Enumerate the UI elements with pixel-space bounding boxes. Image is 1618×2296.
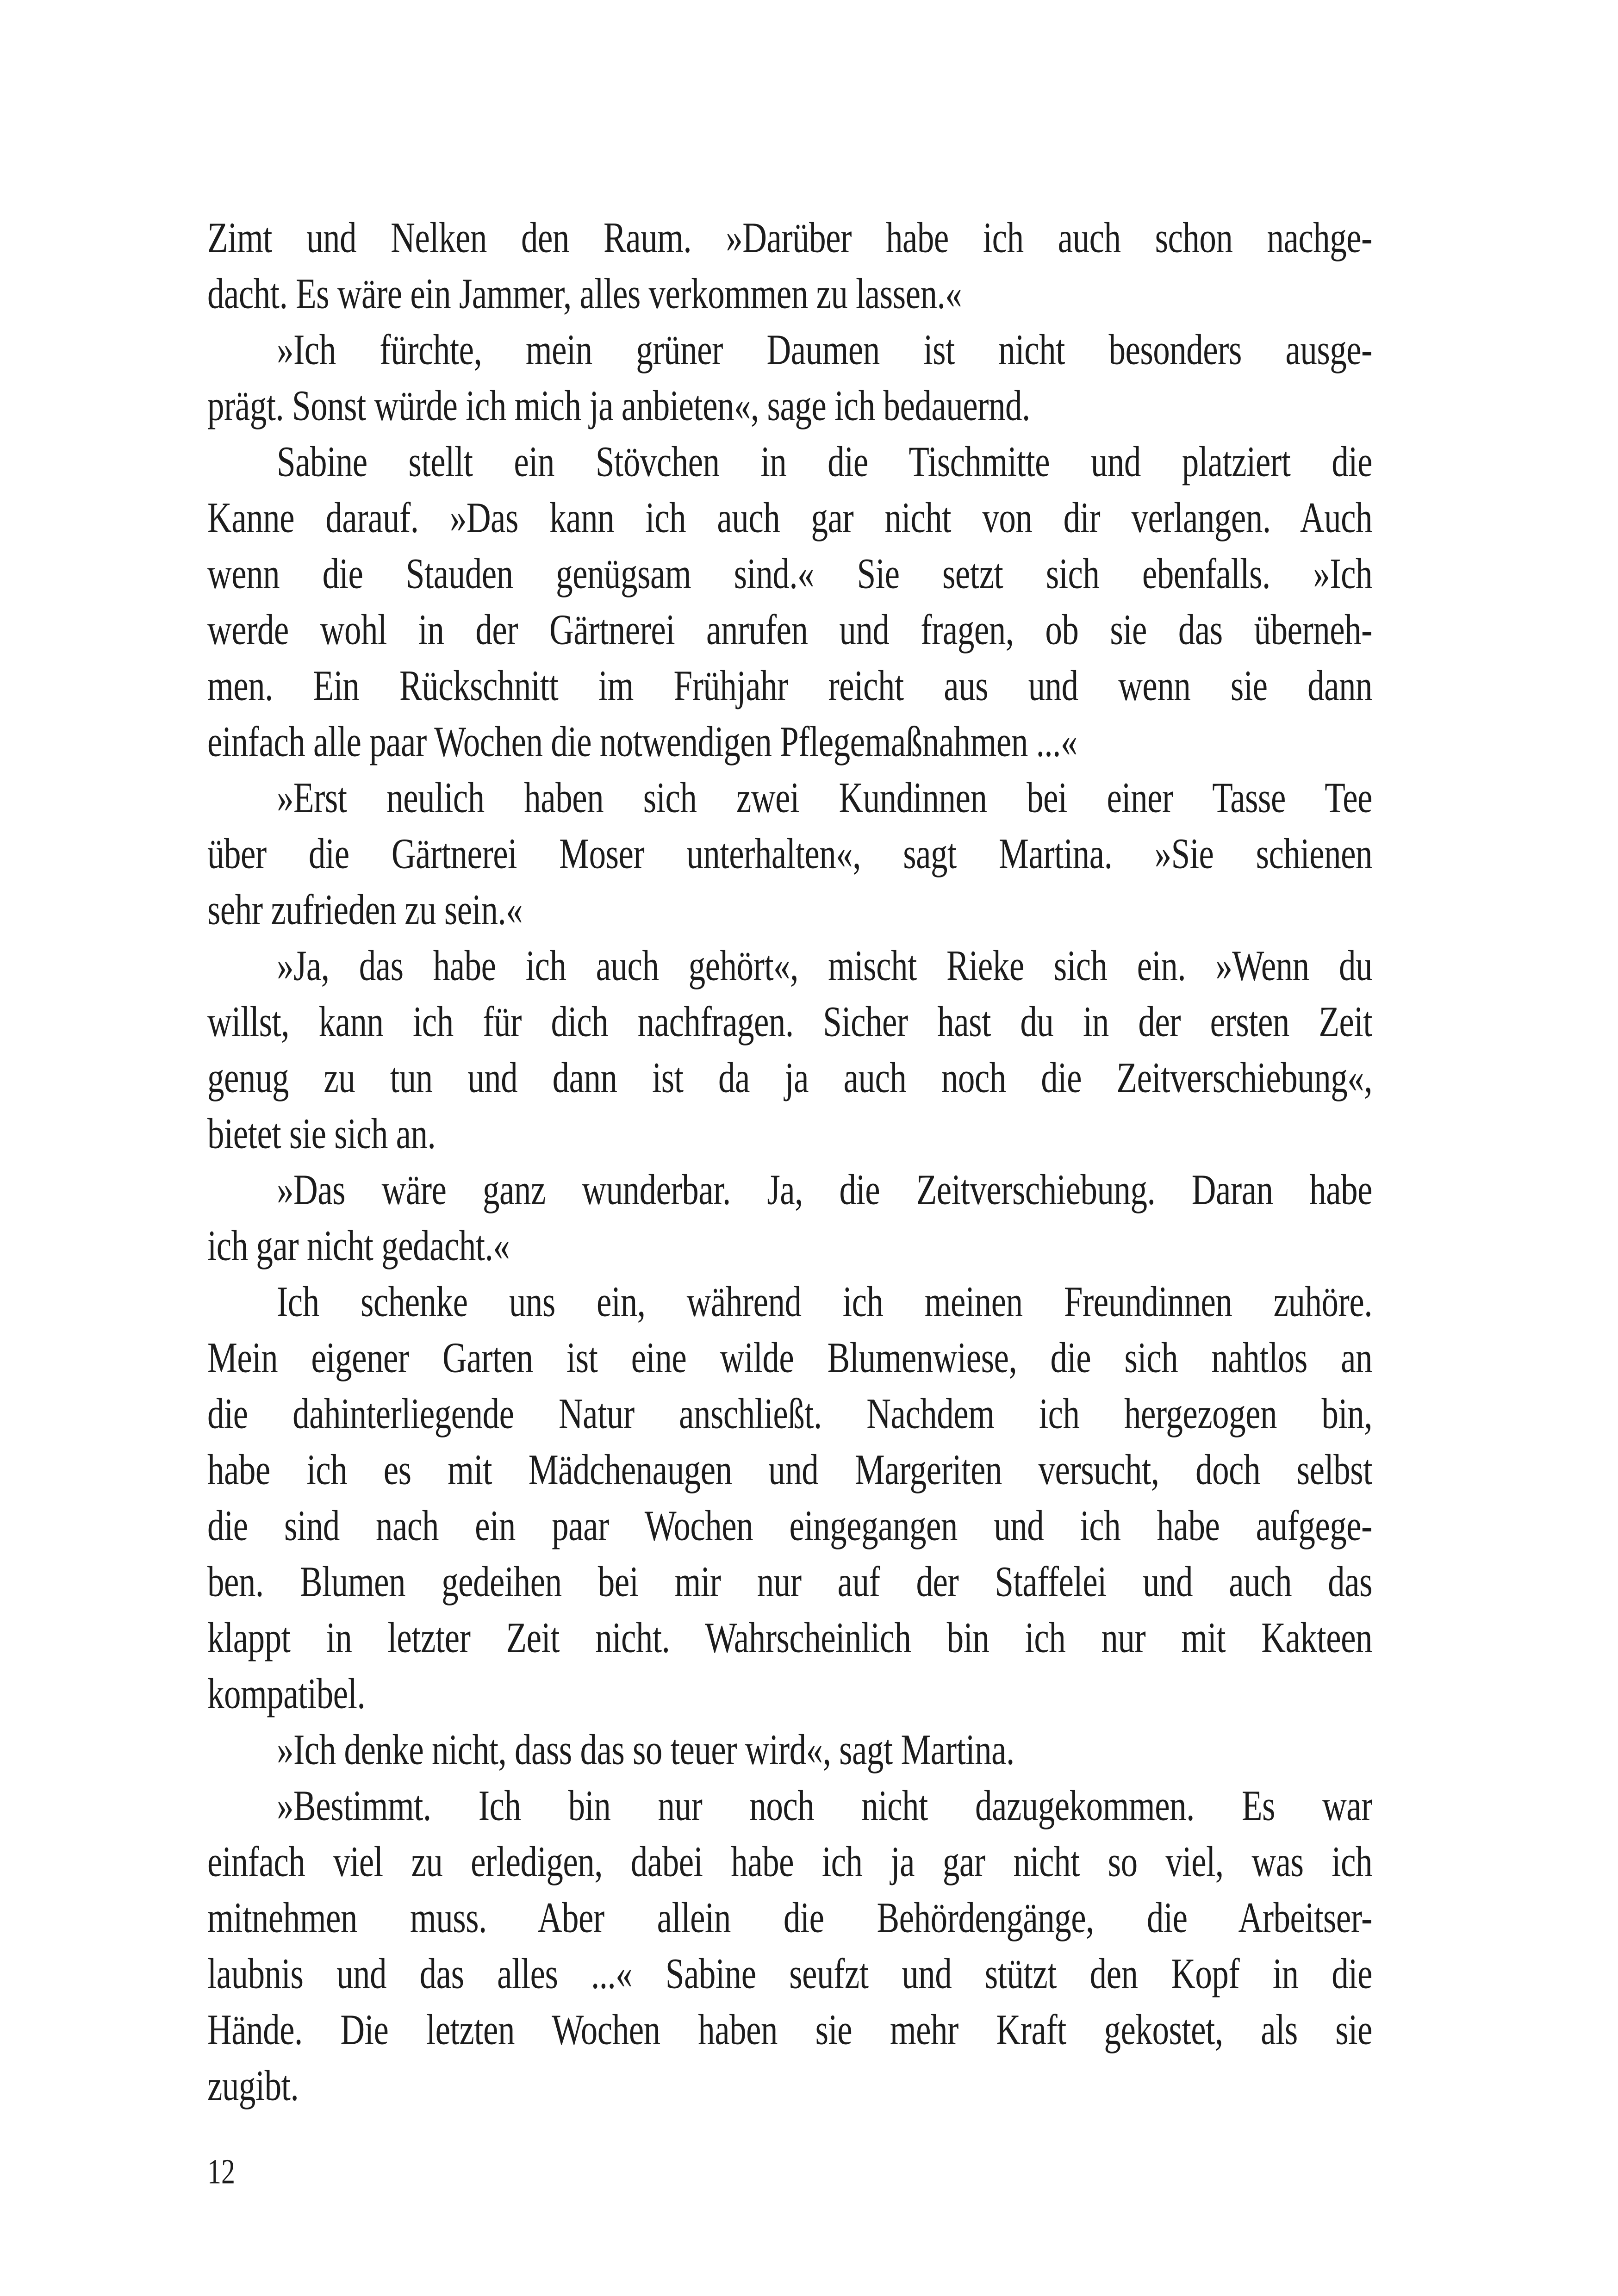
text-line: Ich schenke uns ein, während ich meinen Freundinnen zuhöre. [277, 1278, 1372, 1325]
text-line: die dahinterliegende Natur anschließt. Nachdem ich hergezogen bin, [207, 1390, 1372, 1437]
text-line: »Das wäre ganz wunderbar. Ja, die Zeitverschiebung. Daran habe [277, 1166, 1372, 1213]
text-line: die sind nach ein paar Wochen eingegangen und ich habe aufgege- [207, 1502, 1372, 1549]
text-line: mitnehmen muss. Aber allein die Behördengänge, die Arbeitser- [207, 1894, 1372, 1941]
text-line: prägt. Sonst würde ich mich ja anbieten«, sage ich bedauernd. [207, 382, 1030, 429]
text-line: »Ich fürchte, mein grüner Daumen ist nicht besonders ausge- [277, 326, 1372, 373]
text-line: Sabine stellt ein Stövchen in die Tischmitte und platziert die [277, 438, 1372, 485]
text-line: einfach viel zu erledigen, dabei habe ich ja gar nicht so viel, was ich [207, 1838, 1372, 1885]
text-line: men. Ein Rückschnitt im Frühjahr reicht aus und wenn sie dann [207, 662, 1372, 709]
text-line: laubnis und das alles ...« Sabine seufzt und stützt den Kopf in die [207, 1950, 1372, 1997]
text-line: »Erst neulich haben sich zwei Kundinnen bei einer Tasse Tee [277, 774, 1372, 821]
text-line: willst, kann ich für dich nachfragen. Sicher hast du in der ersten Zeit [207, 998, 1372, 1045]
text-line: »Ich denke nicht, dass das so teuer wird«, sagt Martina. [277, 1726, 1014, 1773]
text-line: über die Gärtnerei Moser unterhalten«, sagt Martina. »Sie schienen [207, 830, 1372, 877]
text-line: einfach alle paar Wochen die notwendigen Pflegemaßnahmen ...« [207, 718, 1077, 765]
text-line: Hände. Die letzten Wochen haben sie mehr Kraft gekostet, als sie [207, 2006, 1372, 2053]
text-line: habe ich es mit Mädchenaugen und Margeriten versucht, doch selbst [207, 1446, 1372, 1493]
text-line: Zimt und Nelken den Raum. »Darüber habe ich auch schon nachge- [207, 214, 1372, 261]
text-line: ich gar nicht gedacht.« [207, 1222, 510, 1269]
text-line: klappt in letzter Zeit nicht. Wahrscheinlich bin ich nur mit Kakteen [207, 1614, 1372, 1661]
text-line: kompatibel. [207, 1670, 366, 1717]
text-line: Kanne darauf. »Das kann ich auch gar nicht von dir verlangen. Auch [207, 494, 1372, 541]
text-line: bietet sie sich an. [207, 1110, 436, 1157]
text-line: ben. Blumen gedeihen bei mir nur auf der Staffelei und auch das [207, 1558, 1372, 1605]
text-line: Mein eigener Garten ist eine wilde Blumenwiese, die sich nahtlos an [207, 1334, 1372, 1381]
text-line: »Ja, das habe ich auch gehört«, mischt Rieke sich ein. »Wenn du [277, 942, 1372, 989]
page-number: 12 [207, 2152, 235, 2191]
body-text [207, 210, 1372, 2114]
text-line: sehr zufrieden zu sein.« [207, 886, 523, 933]
text-line: werde wohl in der Gärtnerei anrufen und fragen, ob sie das überneh- [207, 606, 1372, 653]
text-line: wenn die Stauden genügsam sind.« Sie setzt sich ebenfalls. »Ich [207, 550, 1372, 597]
text-line: dacht. Es wäre ein Jammer, alles verkommen zu lassen.« [207, 270, 962, 317]
text-line: genug zu tun und dann ist da ja auch noch die Zeitverschiebung«, [207, 1054, 1372, 1101]
text-line: »Bestimmt. Ich bin nur noch nicht dazugekommen. Es war [277, 1782, 1372, 1829]
text-line: zugibt. [207, 2062, 299, 2109]
